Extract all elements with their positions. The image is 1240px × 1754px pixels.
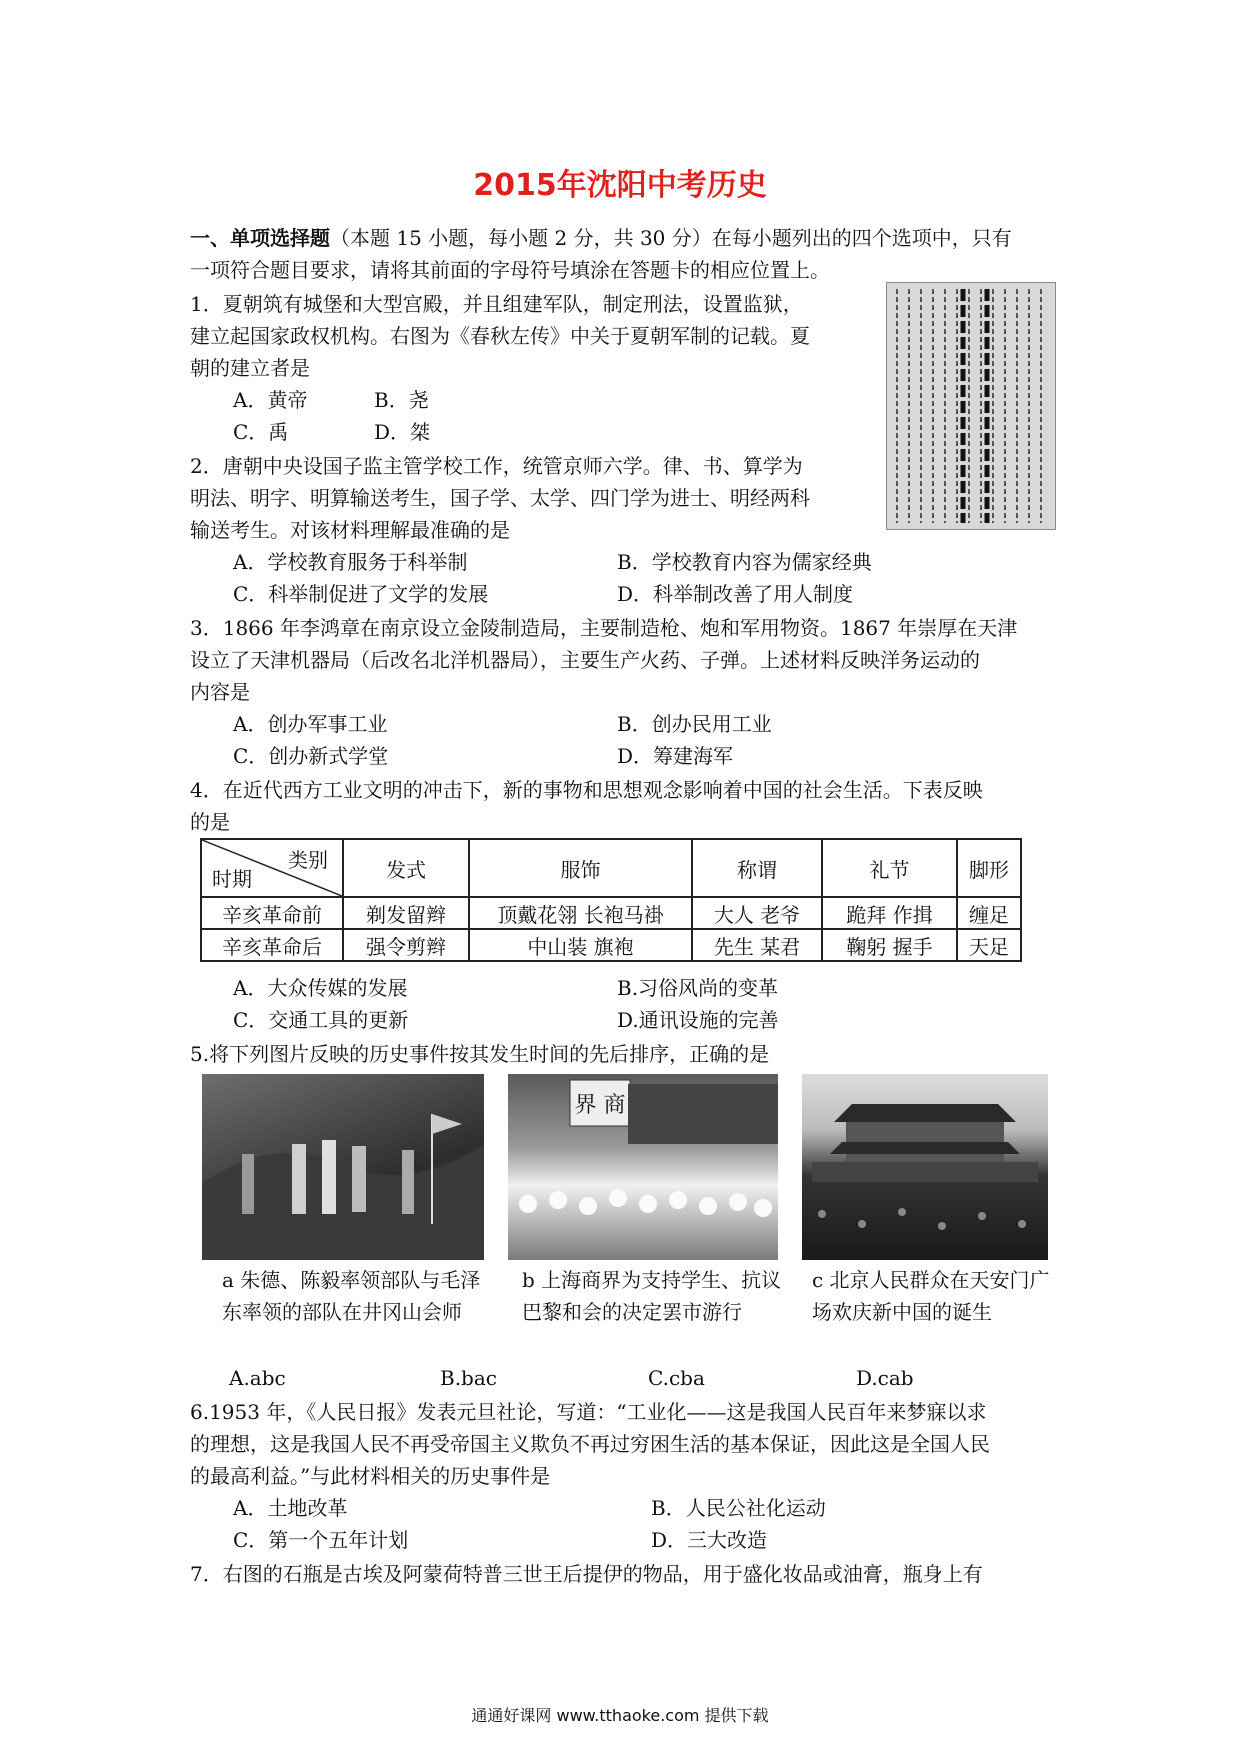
table-cell: 辛亥革命前 [201, 897, 343, 929]
q2-option-d: D．科举制改善了用人制度 [617, 582, 854, 606]
q1-line-1: 1．夏朝筑有城堡和大型宫殿，并且组建军队，制定刑法，设置监狱， [190, 292, 803, 316]
scan-texture [887, 283, 1055, 529]
q1-option-a: A．黄帝 [233, 388, 308, 412]
q1-option-c: C．禹 [233, 420, 289, 444]
caption-b: b 上海商界为支持学生、抗议巴黎和会的决定罢市游行 [522, 1268, 782, 1324]
q4-option-a: A．大众传媒的发展 [233, 976, 408, 1000]
table-corner-cell [201, 839, 343, 897]
q6-line-1: 6.1953 年，《人民日报》发表元旦社论，写道：“工业化——这是我国人民百年来梦寐以求 [190, 1400, 987, 1424]
q5-option-a: A.abc [229, 1366, 286, 1390]
page-title: 2015年沈阳中考历史 [473, 168, 767, 203]
table-cell: 天足 [957, 929, 1021, 961]
q1-line-2: 建立起国家政权机构。右图为《春秋左传》中关于夏朝军制的记载。夏 [190, 324, 810, 348]
q3-option-b: B．创办民用工业 [617, 712, 772, 736]
q5-line-1: 5.将下列图片反映的历史事件按其发生时间的先后排序，正确的是 [190, 1042, 770, 1066]
q3-line-2: 设立了天津机器局（后改名北洋机器局），主要生产火药、子弹。上述材料反映洋务运动的 [190, 648, 980, 672]
table-cell: 中山装 旗袍 [469, 929, 692, 961]
q7-line-1: 7．右图的石瓶是古埃及阿蒙荷特普三世王后提伊的物品，用于盛化妆品或油膏，瓶身上有 [190, 1562, 983, 1586]
q6-option-b: B．人民公社化运动 [651, 1496, 826, 1520]
q1-line-3: 朝的建立者是 [190, 356, 310, 380]
q2-line-1: 2．唐朝中央设国子监主管学校工作，统管京师六学。律、书、算学为 [190, 454, 803, 478]
q2-line-2: 明法、明字、明算输送考生，国子学、太学、四门学为进士、明经两科 [190, 486, 810, 510]
photo-jinggangshan-meeting [202, 1074, 484, 1260]
section-desc-2: 一项符合题目要求，请将其前面的字母符号填涂在答题卡的相应位置上。 [190, 258, 830, 282]
table-header: 礼节 [822, 839, 957, 897]
q1-option-b: B．尧 [374, 388, 429, 412]
photo-sign-text: 界 商 [574, 1093, 626, 1118]
q1-option-d: D．桀 [374, 420, 431, 444]
table-header: 发式 [343, 839, 469, 897]
q3-option-c: C．创办新式学堂 [233, 744, 389, 768]
table-cell: 辛亥革命后 [201, 929, 343, 961]
q4-option-d: D.通讯设施的完善 [617, 1008, 779, 1032]
chunqiu-zuozhuan-scan [886, 282, 1056, 530]
photo-shanghai-strike [508, 1074, 778, 1260]
q4-option-c: C．交通工具的更新 [233, 1008, 409, 1032]
q5-option-b: B.bac [440, 1366, 497, 1390]
table-cell: 先生 某君 [692, 929, 822, 961]
corner-label-category: 类别 [288, 848, 328, 872]
section-heading: 一、单项选择题 [190, 226, 330, 250]
corner-label-period: 时期 [212, 867, 252, 891]
q6-option-d: D．三大改造 [651, 1528, 768, 1552]
table-header: 称谓 [692, 839, 822, 897]
table-cell: 缠足 [957, 897, 1021, 929]
q6-option-c: C．第一个五年计划 [233, 1528, 409, 1552]
section-desc-1: （本题 15 小题，每小题 2 分，共 30 分）在每小题列出的四个选项中，只有 [330, 226, 1012, 250]
q2-option-c: C．科举制促进了文学的发展 [233, 582, 489, 606]
table-cell: 大人 老爷 [692, 897, 822, 929]
q3-line-1: 3．1866 年李鸿章在南京设立金陵制造局，主要制造枪、炮和军用物资。1867 年崇厚在天津 [190, 616, 1018, 640]
q6-option-a: A．土地改革 [233, 1496, 348, 1520]
table-cell: 剃发留辫 [343, 897, 469, 929]
caption-a: a 朱德、陈毅率领部队与毛泽东率领的部队在井冈山会师 [222, 1268, 481, 1324]
photo-shanghai-crowd [508, 1074, 778, 1260]
table-row [201, 929, 1021, 961]
table-cell: 跪拜 作揖 [822, 897, 957, 929]
q5-option-d: D.cab [856, 1366, 914, 1390]
q2-option-b: B．学校教育内容为儒家经典 [617, 550, 872, 574]
q3-line-3: 内容是 [190, 680, 250, 704]
q6-line-2: 的理想，这是我国人民不再受帝国主义欺负不再过穷困生活的基本保证，因此这是全国人民 [190, 1432, 990, 1456]
q3-option-a: A．创办军事工业 [233, 712, 388, 736]
q4-option-b: B.习俗风尚的变革 [617, 976, 779, 1000]
q4-line-1: 4．在近代西方工业文明的冲击下，新的事物和思想观念影响着中国的社会生活。下表反映 [190, 778, 983, 802]
table-row [201, 897, 1021, 929]
q6-line-3: 的最高利益。”与此材料相关的历史事件是 [190, 1464, 551, 1488]
q2-line-3: 输送考生。对该材料理解最准确的是 [190, 518, 510, 542]
q3-option-d: D．筹建海军 [617, 744, 734, 768]
table-cell: 鞠躬 握手 [822, 929, 957, 961]
table-cell: 顶戴花翎 长袍马褂 [469, 897, 692, 929]
customs-table [200, 838, 1022, 962]
table-header: 服饰 [469, 839, 692, 897]
table-header-row [201, 839, 1021, 897]
q4-line-2: 的是 [190, 810, 230, 834]
q5-option-c: C.cba [648, 1366, 705, 1390]
photo-tiananmen-gate [802, 1074, 1048, 1260]
q2-option-a: A．学校教育服务于科举制 [233, 550, 468, 574]
section-intro-line-1 [190, 224, 1012, 252]
photo-jinggangshan-figures [202, 1074, 484, 1260]
photo-tiananmen-celebration [802, 1074, 1048, 1260]
caption-c: c 北京人民群众在天安门广场欢庆新中国的诞生 [812, 1268, 1050, 1324]
table-cell: 强令剪辫 [343, 929, 469, 961]
page-footer: 通通好课网 www.tthaoke.com 提供下载 [471, 1706, 769, 1725]
table-header: 脚形 [957, 839, 1021, 897]
